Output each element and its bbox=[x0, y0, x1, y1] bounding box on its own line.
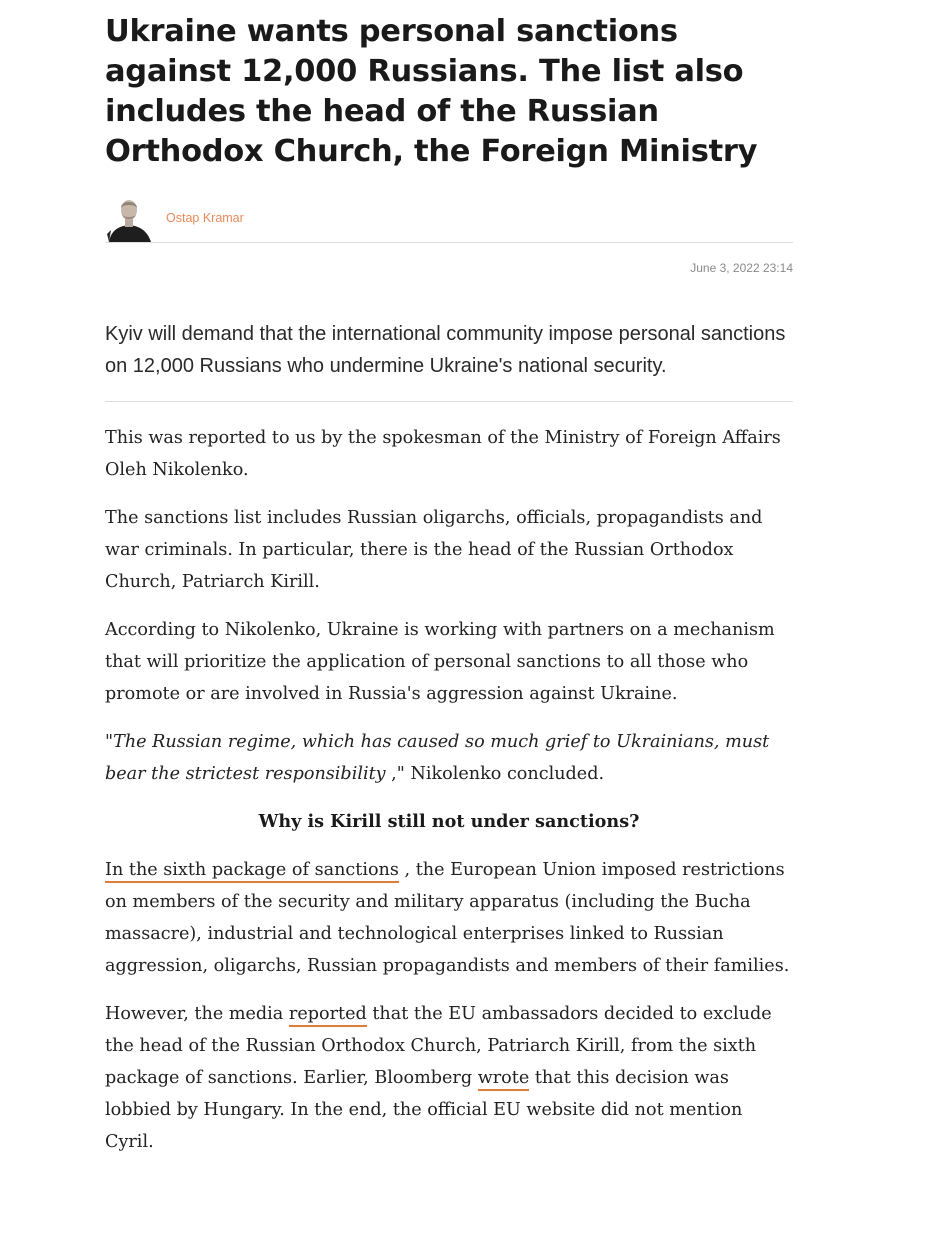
author-name-link[interactable]: Ostap Kramar bbox=[166, 211, 244, 225]
paragraph-6-text-a: However, the media bbox=[105, 1004, 289, 1024]
reported-link[interactable]: reported bbox=[289, 1004, 367, 1027]
paragraph-6-text-b: that the EU ambassadors decided to exclude the head of the Russian Orthodox Church, Patriarch Kirill, from the sixth package of sanctions. Earlier, Bloomberg bbox=[105, 1004, 772, 1088]
paragraph-6-text-c: that this decision was lobbied by Hungary. In the end, the official EU website did not mention Cyril. bbox=[105, 1068, 743, 1152]
article-lead: Kyiv will demand that the international community impose personal sanctions on 12,000 Russians who undermine Ukraine's national security. bbox=[105, 323, 786, 377]
sixth-package-link[interactable]: In the sixth package of sanctions bbox=[105, 860, 399, 883]
person-icon bbox=[105, 194, 153, 242]
wrote-link[interactable]: wrote bbox=[478, 1068, 530, 1091]
lead-divider bbox=[105, 401, 793, 402]
author-row bbox=[105, 194, 793, 242]
paragraph-6 bbox=[105, 998, 793, 1158]
paragraph-3: According to Nikolenko, Ukraine is working with partners on a mechanism that will prioritize the application of personal sanctions to all those who promote or are involved in Russia's aggression against Ukraine. bbox=[105, 620, 775, 704]
quote-paragraph bbox=[105, 726, 793, 790]
article bbox=[105, 0, 793, 1158]
header-divider bbox=[105, 242, 793, 243]
paragraph-2: The sanctions list includes Russian oligarchs, officials, propagandists and war criminals. In particular, there is the head of the Russian Orthodox Church, Patriarch Kirill. bbox=[105, 508, 763, 592]
paragraph-5-text: , the European Union imposed restrictions on members of the security and military apparatus (including the Bucha massacre), industrial and technological enterprises linked to Russian aggression, oligarchs, Russian propagandists and members of their families. bbox=[105, 860, 790, 976]
paragraph-1: This was reported to us by the spokesman of the Ministry of Foreign Affairs Oleh Nikolenko. bbox=[105, 428, 781, 480]
article-title: Ukraine wants personal sanctions against 12,000 Russians. The list also includes the head of the Russian Orthodox Church, the Foreign Ministry bbox=[105, 14, 758, 169]
author-avatar[interactable] bbox=[105, 194, 153, 242]
section-subheading: Why is Kirill still not under sanctions? bbox=[258, 811, 640, 832]
quote-attribution: ," Nikolenko concluded. bbox=[385, 764, 605, 784]
paragraph-5 bbox=[105, 854, 793, 982]
quote-text: "The Russian regime, which has caused so much grief to Ukrainians, must bear the strictest responsibility bbox=[105, 732, 770, 784]
publish-date: June 3, 2022 23:14 bbox=[690, 261, 793, 275]
